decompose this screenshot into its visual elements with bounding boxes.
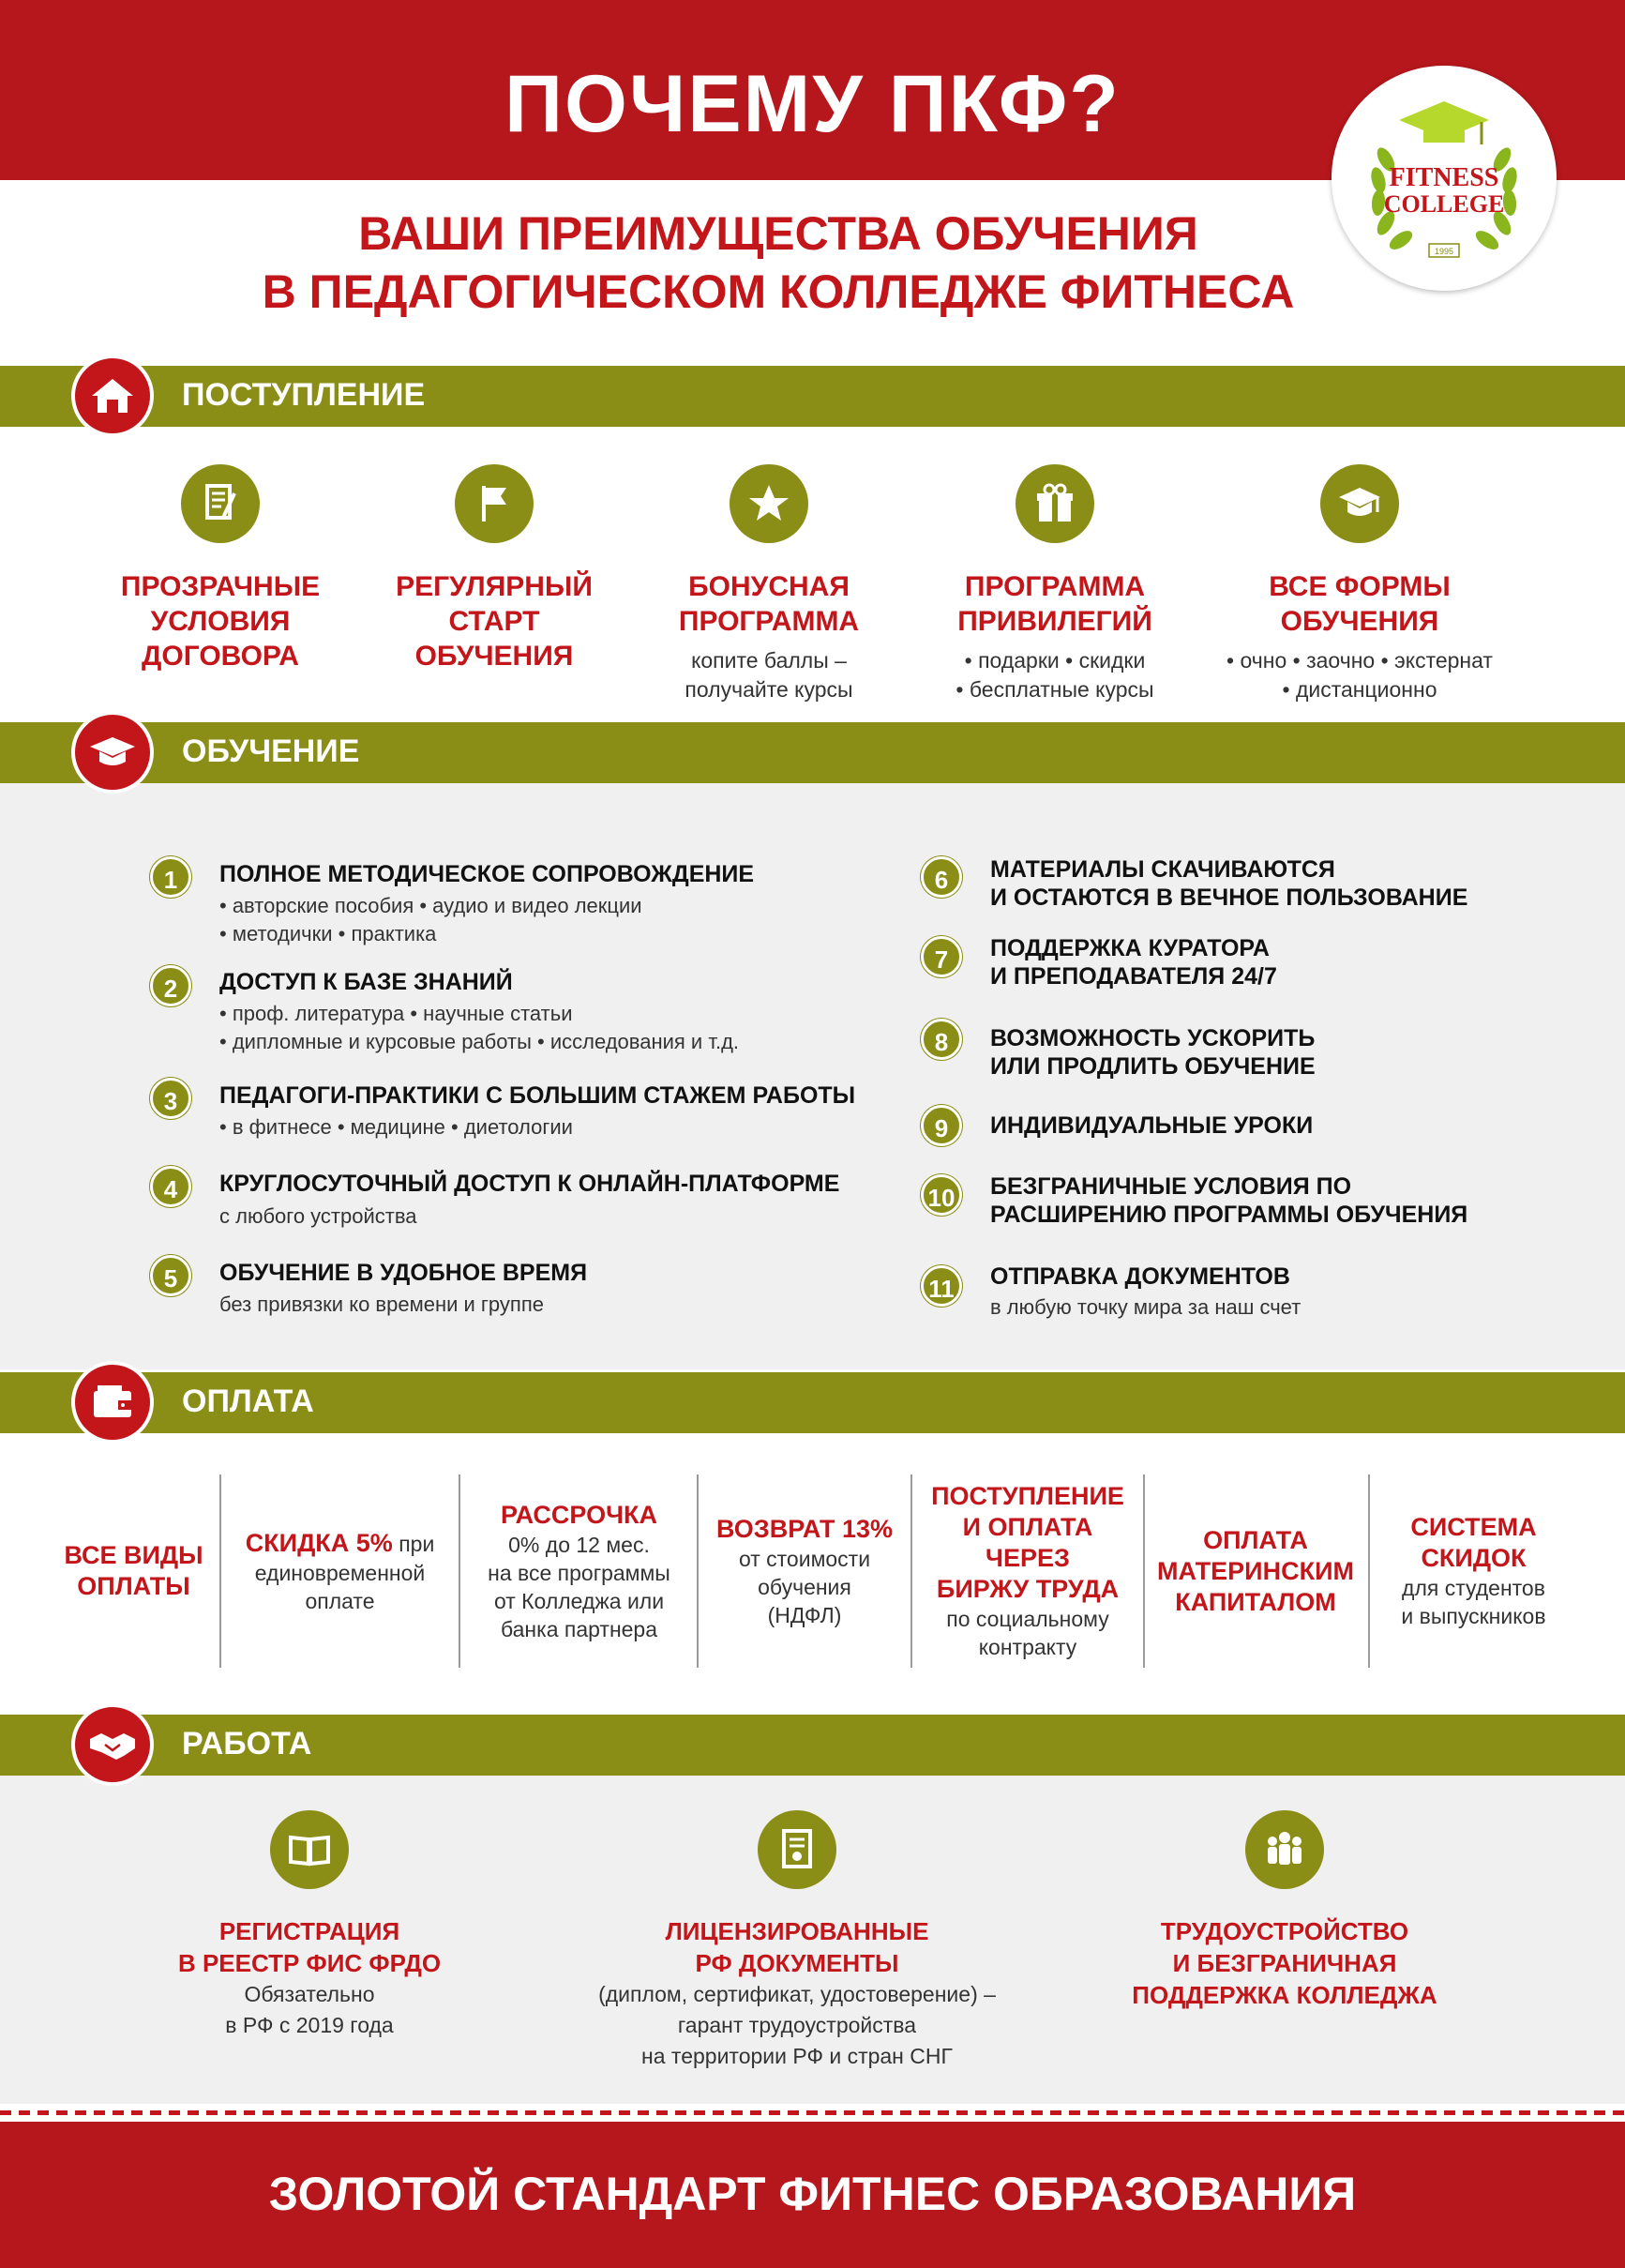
study-item-title: ПОЛНОЕ МЕТОДИЧЕСКОЕ СОПРОВОЖДЕНИЕ <box>219 861 755 887</box>
work-title-line: ТРУДОУСТРОЙСТВО <box>1160 1917 1409 1945</box>
payment-desc-line: для студентов <box>1402 1576 1545 1600</box>
feature-title-line: ПРИВИЛЕГИЙ <box>957 606 1152 637</box>
work-title-line: И БЕЗГРАНИЧНАЯ <box>1172 1949 1397 1977</box>
work-title-line: РЕГИСТРАЦИЯ <box>218 1917 400 1945</box>
divider <box>910 1474 912 1668</box>
study-item-title: ПОДДЕРЖКА КУРАТОРА <box>990 935 1270 961</box>
study-item-number: 9 <box>921 1105 962 1146</box>
payment-option-labor-exchange <box>915 1474 1140 1668</box>
contract-icon <box>181 464 260 543</box>
payment-title-line: ЧЕРЕЗ <box>986 1544 1070 1572</box>
feature-title-line: ДОГОВОРА <box>142 641 299 672</box>
work-feature-registry <box>141 1810 478 2041</box>
feature-title-line: ПРОГРАММА <box>964 571 1146 602</box>
feature-title-line: БОНУСНАЯ <box>688 571 850 602</box>
study-item-number: 1 <box>150 856 191 898</box>
admission-feature-contract <box>94 464 347 673</box>
study-item-desc: с любого устройства <box>219 1204 417 1228</box>
work-title-line: В РЕЕСТР ФИС ФРДО <box>177 1949 442 1977</box>
feature-title-line: ОБУЧЕНИЯ <box>414 641 574 672</box>
study-item-number: 3 <box>150 1078 191 1119</box>
feature-desc-line: копите баллы – <box>691 648 847 673</box>
payment-title-line: КАПИТАЛОМ <box>1175 1587 1336 1616</box>
study-item-title: ДОСТУП К БАЗЕ ЗНАНИЙ <box>219 969 513 995</box>
study-item-desc: • методички • практика <box>219 922 437 945</box>
footer-text: ЗОЛОТОЙ СТАНДАРТ ФИТНЕС ОБРАЗОВАНИЯ <box>268 2168 1357 2220</box>
payment-desc-line: от Колледжа или <box>493 1588 665 1613</box>
study-item-title: ОТПРАВКА ДОКУМЕНТОВ <box>990 1263 1290 1290</box>
payment-option-installment <box>464 1474 694 1668</box>
work-section-bar <box>0 1715 1625 1776</box>
feature-desc-line: • подарки • скидки <box>964 648 1146 673</box>
work-desc-line: гарант трудоустройства <box>677 2013 917 2037</box>
payment-desc-line: на все программы <box>488 1560 670 1585</box>
divider <box>697 1474 699 1668</box>
study-item-title: ИЛИ ПРОДЛИТЬ ОБУЧЕНИЕ <box>990 1053 1316 1080</box>
payment-title-suffix: при <box>392 1531 435 1556</box>
work-desc-line: на территории РФ и стран СНГ <box>641 2044 953 2068</box>
payment-desc-line: единовременной <box>254 1560 426 1585</box>
study-item-title: ПЕДАГОГИ-ПРАКТИКИ С БОЛЬШИМ СТАЖЕМ РАБОТЫ <box>219 1082 856 1109</box>
work-desc-line: Обязательно <box>244 1982 375 2006</box>
svg-text:1995: 1995 <box>1434 247 1454 256</box>
payment-desc-line: оплате <box>305 1588 375 1613</box>
study-item-desc: в любую точку мира за наш счет <box>990 1295 1302 1319</box>
feature-title-line: СТАРТ <box>448 606 540 637</box>
payment-title-line: ВСЕ ВИДЫ <box>64 1541 203 1569</box>
handshake-icon <box>71 1703 154 1786</box>
feature-title-line: УСЛОВИЯ <box>150 606 291 637</box>
admission-section-title: ПОСТУПЛЕНИЕ <box>182 377 426 413</box>
payment-title-line: ВОЗВРАТ 13% <box>715 1514 894 1543</box>
feature-title-line: ВСЕ ФОРМЫ <box>1269 571 1451 602</box>
work-feature-licensed-documents <box>534 1810 1060 2072</box>
feature-title-line: РЕГУЛЯРНЫЙ <box>396 571 593 602</box>
payment-desc-line: от стоимости <box>738 1546 871 1571</box>
study-item-number: 4 <box>150 1166 191 1207</box>
page-subtitle-line2: В ПЕДАГОГИЧЕСКОМ КОЛЛЕДЖЕ ФИТНЕСА <box>262 265 1295 318</box>
laurel-wreath-icon <box>1332 66 1557 291</box>
divider <box>1368 1474 1370 1668</box>
admission-feature-regular-start <box>368 464 621 673</box>
footer-banner <box>0 2122 1625 2268</box>
payment-title-line: СИСТЕМА <box>1410 1513 1537 1541</box>
payment-title-line: РАССРОЧКА <box>500 1500 658 1529</box>
house-icon <box>71 355 154 437</box>
svg-text:COLLEGE: COLLEGE <box>1383 190 1505 218</box>
payment-section-bar <box>0 1372 1625 1433</box>
study-item-number: 10 <box>921 1174 962 1216</box>
dashed-divider <box>0 2110 1625 2115</box>
payment-desc-line: банка партнера <box>500 1616 658 1641</box>
star-icon <box>730 464 808 543</box>
flag-icon <box>455 464 534 543</box>
study-item-title: ВОЗМОЖНОСТЬ УСКОРИТЬ <box>990 1025 1316 1051</box>
study-item-number: 8 <box>921 1019 962 1060</box>
study-item-number: 11 <box>921 1265 962 1307</box>
work-section-title: РАБОТА <box>182 1726 312 1761</box>
study-item-title: РАСШИРЕНИЮ ПРОГРАММЫ ОБУЧЕНИЯ <box>990 1202 1468 1228</box>
gift-icon <box>1016 464 1094 543</box>
payment-title-line: ОПЛАТА <box>1203 1525 1308 1554</box>
payment-title-line: СКИДОК <box>1421 1544 1527 1572</box>
payment-title: СКИДКА 5% <box>245 1528 393 1557</box>
work-feature-employment <box>1097 1810 1472 2011</box>
admission-section-bar <box>0 366 1625 427</box>
payment-desc-line: обучения <box>758 1574 851 1599</box>
study-item-title: КРУГЛОСУТОЧНЫЙ ДОСТУП К ОНЛАЙН-ПЛАТФОРМЕ <box>219 1171 840 1197</box>
page-title: ПОЧЕМУ ПКФ? <box>504 59 1121 149</box>
payment-desc-line: по социальному <box>946 1607 1109 1631</box>
payment-desc-line: 0% до 12 мес. <box>508 1532 650 1557</box>
work-desc-line: (диплом, сертификат, удостоверение) – <box>598 1982 996 2006</box>
payment-section-title: ОПЛАТА <box>182 1383 314 1419</box>
study-item-desc: • авторские пособия • аудио и видео лекции <box>219 894 642 917</box>
feature-title-line: ОБУЧЕНИЯ <box>1280 606 1439 637</box>
book-icon <box>270 1810 349 1889</box>
certificate-icon <box>758 1810 836 1889</box>
payment-option-discount-system <box>1373 1474 1574 1668</box>
wallet-icon <box>71 1361 154 1444</box>
feature-title-line: ПРОГРАММА <box>678 606 860 637</box>
work-title-line: ПОДДЕРЖКА КОЛЛЕДЖА <box>1132 1981 1437 2009</box>
feature-desc-line: • бесплатные курсы <box>955 677 1154 702</box>
payment-title-line: ПОСТУПЛЕНИЕ <box>931 1482 1124 1510</box>
payment-desc-line: (НДФЛ) <box>767 1602 842 1627</box>
fitness-college-logo <box>1332 66 1557 291</box>
divider <box>459 1474 460 1668</box>
study-item-title: БЕЗГРАНИЧНЫЕ УСЛОВИЯ ПО <box>990 1173 1352 1200</box>
study-item-number: 2 <box>150 965 191 1006</box>
svg-text:FITNESS: FITNESS <box>1389 163 1499 192</box>
payment-option-discount <box>225 1474 455 1668</box>
study-item-title: ОБУЧЕНИЕ В УДОБНОЕ ВРЕМЯ <box>219 1260 588 1286</box>
feature-title-line: ПРОЗРАЧНЫЕ <box>120 571 321 602</box>
divider <box>219 1474 221 1668</box>
graduation-cap-icon <box>1320 464 1399 543</box>
payment-title-line: ОПЛАТЫ <box>77 1572 190 1600</box>
payment-desc-line: контракту <box>978 1635 1077 1659</box>
admission-feature-study-forms <box>1200 464 1519 704</box>
payment-option-tax-refund <box>701 1474 908 1668</box>
study-item-title: И ОСТАЮТСЯ В ВЕЧНОЕ ПОЛЬЗОВАНИЕ <box>990 885 1468 911</box>
divider <box>1143 1474 1145 1668</box>
payment-desc-line: и выпускников <box>1401 1604 1546 1628</box>
feature-desc-line: • очно • заочно • экстернат <box>1226 648 1493 673</box>
work-title-line: РФ ДОКУМЕНТЫ <box>695 1949 899 1977</box>
study-item-title: МАТЕРИАЛЫ СКАЧИВАЮТСЯ <box>990 856 1335 883</box>
admission-feature-privileges <box>914 464 1196 704</box>
work-title-line: ЛИЦЕНЗИРОВАННЫЕ <box>665 1917 929 1945</box>
study-item-title: ИНДИВИДУАЛЬНЫЕ УРОКИ <box>990 1112 1314 1139</box>
feature-desc-line: получайте курсы <box>685 677 853 702</box>
study-item-desc: • в фитнесе • медицине • диетологии <box>219 1115 573 1139</box>
study-item-number: 5 <box>150 1255 191 1296</box>
graduation-cap-icon <box>71 711 154 794</box>
feature-desc-line: • дистанционно <box>1282 677 1437 702</box>
study-item-desc: без привязки ко времени и группе <box>219 1293 544 1316</box>
payment-title-line: И ОПЛАТА <box>962 1513 1093 1541</box>
study-item-desc: • дипломные и курсовые работы • исследования и т.д. <box>219 1030 740 1053</box>
study-item-number: 6 <box>921 856 962 898</box>
study-section-bar <box>0 722 1625 783</box>
work-desc-line: в РФ с 2019 года <box>225 2013 394 2037</box>
admission-feature-bonus <box>642 464 895 704</box>
payment-title-line: МАТЕРИНСКИМ <box>1157 1556 1354 1585</box>
payment-option-all-types <box>47 1474 220 1668</box>
payment-option-maternity-capital <box>1148 1474 1363 1668</box>
page-subtitle-line1: ВАШИ ПРЕИМУЩЕСТВА ОБУЧЕНИЯ <box>358 207 1198 260</box>
study-item-desc: • проф. литература • научные статьи <box>219 1002 573 1025</box>
study-item-number: 7 <box>921 936 962 977</box>
study-item-title: И ПРЕПОДАВАТЕЛЯ 24/7 <box>990 963 1277 990</box>
payment-title-line: БИРЖУ ТРУДА <box>936 1575 1120 1603</box>
study-section-title: ОБУЧЕНИЕ <box>182 733 360 769</box>
people-icon <box>1245 1810 1324 1889</box>
